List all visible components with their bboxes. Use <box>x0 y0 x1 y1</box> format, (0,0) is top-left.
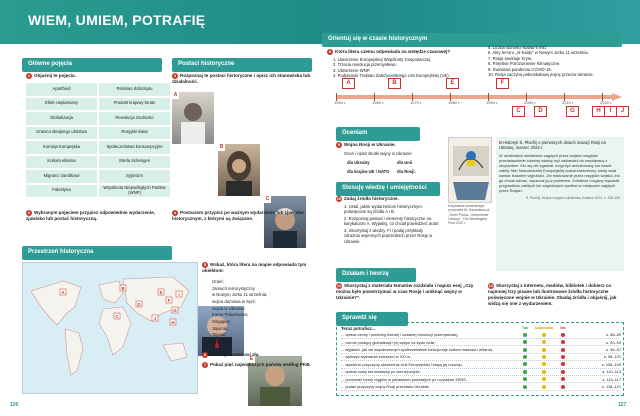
check-row-page: s. 88–89 <box>606 332 621 338</box>
task-1: 1 Objaśnij te pojęcia. <box>27 73 76 79</box>
event-item: 3. Utworzenie WNP. <box>333 67 371 73</box>
orient-tab: Orientuj się w czasie historycznym <box>322 33 622 47</box>
concept-term: Produkt krajowy brutto <box>99 98 170 111</box>
self-check-dot[interactable] <box>523 333 527 337</box>
concept-term: Migranci zarobkowi <box>26 170 97 183</box>
check-row-text: ... ocenić postępy globalizacji i jej wpływ na życie ludzi, <box>341 339 436 345</box>
self-check-dot[interactable] <box>542 362 546 366</box>
task-7: 7 Pokaż pięć największych państw według PKB. <box>203 362 311 368</box>
timeline-letter: G <box>566 106 579 117</box>
check-row-page: s. 114–117 <box>602 376 621 382</box>
check-row <box>341 354 619 361</box>
timeline-letter: I <box>604 106 617 117</box>
knowledge-item: 1. Ustal, jakim wydarzeniom historycznym poświęcone są źródła A i B. <box>344 204 422 215</box>
event-item: 4. Podpisanie Traktatu Założycielskiego Unii Europejskiej (UE). <box>333 73 450 79</box>
concept-term: Państwo dobrobytu <box>99 83 170 96</box>
map-tab: Przestrzeń historyczna <box>22 246 172 260</box>
evaluate-tab: Oceniam <box>336 127 420 141</box>
check-row-page: s. 98–101 <box>603 354 621 360</box>
page-number-right: 127 <box>618 402 627 408</box>
self-check-dot[interactable] <box>542 370 546 374</box>
timeline-letters-top <box>336 78 622 90</box>
evaluate-grid <box>344 159 442 176</box>
map-item: Izrael; <box>212 279 224 284</box>
map-letter: D <box>137 302 141 307</box>
event-item: 6. Akty terroru „Al-Kaidy” w Nowym Jorku 11 września. <box>488 50 589 56</box>
knowledge-item: 3. Skorzystaj z wiedzy. Fi i podaj przykłady zdrażnia wojennych poprzednich przez Rosję w Ukrainie. <box>344 227 433 244</box>
concepts-tab: Główne pojęcia <box>22 58 162 72</box>
concepts-grid <box>26 83 170 197</box>
map-letter: H <box>171 320 175 325</box>
map-letter: E <box>159 290 163 295</box>
self-check-dot[interactable] <box>542 348 546 352</box>
concept-term: Społeczeństwo konsumpcyjne <box>99 141 170 154</box>
map-letter: B <box>121 286 125 291</box>
check-row <box>341 361 619 368</box>
map-item: Singapur; <box>212 318 231 324</box>
check-row-page: s. 106–109 <box>601 361 621 367</box>
source-b-ref: S. Płochij, Wojna rosyjsko-ukraińska, Kraków 2024, s. 158-159. <box>525 195 621 200</box>
timeline-letter: E <box>446 78 459 89</box>
knowledge-tab: Stosuję wiedzę i umiejętności <box>336 182 440 196</box>
event-item: 9. Światowa pandemia COVID-19. <box>488 66 552 72</box>
knowledge-items <box>344 204 440 245</box>
timeline-year: 2000 r. <box>524 100 537 105</box>
concept-term: Granica skrajnego ubóstwa <box>26 127 97 140</box>
self-check-dot[interactable] <box>561 362 565 366</box>
pill-russia: dla Rosji. <box>394 168 442 175</box>
timeline-year: 1950 r. <box>334 100 347 105</box>
self-check-dot[interactable] <box>561 340 565 344</box>
pill-eu: dla Unii <box>394 159 442 166</box>
check-tab: Sprawdź się <box>336 312 408 326</box>
timeline-letter: J <box>616 106 629 117</box>
self-check-dot[interactable] <box>523 370 527 374</box>
map-letter: I <box>178 292 180 297</box>
check-row <box>341 376 619 383</box>
self-check-dot[interactable] <box>561 355 565 359</box>
event-item: 7. Rosja anektuje Krym. <box>488 55 533 61</box>
timeline-year: 1970 r. <box>410 100 423 105</box>
cartoon-icon <box>449 138 493 204</box>
concept-term: Palestyna <box>26 185 97 198</box>
self-check-dot[interactable] <box>523 355 527 359</box>
check-rows <box>341 332 619 391</box>
concept-term: Kultura elitarna <box>26 156 97 169</box>
self-check-dot[interactable] <box>523 385 527 389</box>
photo-a: A <box>172 92 214 144</box>
source-b-box <box>496 137 624 271</box>
concept-term: Rosyjski świat <box>99 127 170 140</box>
self-check-dot[interactable] <box>561 348 565 352</box>
source-b-text: W ukraińskich siedzibach zajętych przez wojska rosyjskie przedstawiciele lokalnej władzy byli nakłaniani do współpracy z okupantem. Kto się nie zgadzał, mógł być aresztowany lub nawet zabity. Mer Nowotroickiej Europejskiej został zastrzelony, kiedy wdał zamiar bodziem wyjeździć. Złe traktowanie przez rosyjskie wojska, kto go chciał zabrać, wyrzucał ją w powietrze. Żołnierze rosyjscy wykazali przypadków zabitych lub zaginionych cywilów w miejscach zajętych przez Rosjan. <box>499 152 620 193</box>
self-check-dot[interactable] <box>561 370 565 374</box>
self-check-dot[interactable] <box>561 377 565 381</box>
timeline-letter: B <box>388 78 401 89</box>
photo-e: E <box>248 356 302 406</box>
self-check-dot[interactable] <box>542 385 546 389</box>
map-item: wojna domowa w Syrii; <box>212 298 256 304</box>
timeline-year: 2020 r. <box>600 100 613 105</box>
timeline-letter: F <box>496 78 509 89</box>
check-row-text: ... opisać nowy ład światowy po zimnej wojnie, <box>341 369 421 375</box>
map-item: Korea Południowa; <box>212 312 249 318</box>
evaluate-text: Oceń i opisz skutki wojny w Ukrainie: <box>344 151 413 156</box>
map-letter: A <box>61 290 65 295</box>
check-row-text: ... opisać cechy i przebieg trzeciej i czwartej rewolucji przemysłowej, <box>341 332 459 338</box>
task-5: 5 Wskaż, która litera na mapie odpowiada tym obiektom: <box>202 262 307 274</box>
map-item: zamach terrorystyczny <box>212 285 255 291</box>
page-title: WIEM, UMIEM, POTRAFIĘ <box>28 12 206 28</box>
event-item: 5. Liczba ludności świata 6 mld. <box>488 45 547 50</box>
check-box <box>336 322 624 396</box>
timeline-year: 1980 r. <box>448 100 461 105</box>
self-check-dot[interactable] <box>523 348 527 352</box>
timeline-letter: A <box>342 78 355 89</box>
map-letter: C <box>115 314 119 319</box>
check-row <box>341 332 619 339</box>
check-row <box>341 369 619 376</box>
events-left-list <box>333 57 483 79</box>
check-row-page: s. 110–113 <box>602 369 621 375</box>
map-item: Japonia; <box>212 325 229 331</box>
concept-term: Komisja Europejska <box>26 141 97 154</box>
action-tab: Działam i tworzę <box>336 268 416 282</box>
timeline-letter: D <box>534 106 547 117</box>
knowledge-item: 2. Rozpoznaj postaci i elementy historyczne na karykaturze A. Wyjaśnij, co chciał powiedzieć autor. <box>344 215 440 227</box>
check-row-page: s. 118–121 <box>602 384 621 390</box>
timeline-year: 1960 r. <box>372 100 385 105</box>
self-check-dot[interactable] <box>561 333 565 337</box>
map-letter: G <box>173 308 177 313</box>
page-number-left: 126 <box>10 402 19 408</box>
world-map-icon <box>23 263 199 395</box>
world-map <box>22 262 198 394</box>
task-4: 4 Postaciom przypisz po ważnym wydarzeniu lub zjawisku historycznym, z którymi są związane. <box>172 210 304 222</box>
pill-ukraine: dla Ukrainy <box>344 159 394 166</box>
self-check-dot[interactable] <box>523 340 527 344</box>
event-item: 2. Trzecia rewolucja przemysłowa. <box>333 62 397 68</box>
map-item: Hongkong. <box>212 338 233 344</box>
timeline-letters-bottom <box>336 106 625 118</box>
map-items-list <box>212 279 312 346</box>
portrait-c-icon <box>264 196 306 248</box>
task-12: 12 Skorzystaj z internetu, mediów, bibliotek i dobierz co najmniej trzy pisane lub ilustrowane źródła historyczne poświęcone wojnie w Ukrainie. Zbadaj źródła i objaśnij, jak widzą się one z wydarzeniem. <box>488 283 617 306</box>
figures-tab: Postaci historyczne <box>172 58 312 72</box>
portrait-a-icon <box>172 92 214 144</box>
source-b-title: B Historyk S. Płochij o pierwszych dniach inwazji Rosji na Ukrainę, marzec 2022 r. <box>499 140 606 151</box>
concept-term: Syjonizm <box>99 170 170 183</box>
task-9: 9 Wojna Rosji w Ukrainie. <box>337 142 396 148</box>
timeline-letter: H <box>592 106 605 117</box>
map-item: wojna w Ukrainie; <box>212 305 246 311</box>
concept-term: Rewolucja Godności <box>99 112 170 125</box>
task-3: 3 Rozpoznaj te postaci historyczne i opisz ich stanowiska lub działalność. <box>172 73 311 85</box>
task-number: 1 <box>27 73 31 78</box>
check-row-page: s. 96–97 <box>606 347 621 353</box>
map-letter: J <box>153 316 157 321</box>
self-check-dot[interactable] <box>561 385 565 389</box>
concept-term: Strefa Schengen <box>99 156 170 169</box>
photo-c: C <box>264 196 306 248</box>
photo-b: B <box>218 144 260 196</box>
self-check-dot[interactable] <box>523 362 527 366</box>
check-row-text: ... porównać formy ciągłów w państwach powstałych po rozpadzie ZSRS, <box>341 376 467 382</box>
check-row <box>341 346 619 353</box>
portrait-b-icon <box>218 144 260 196</box>
check-row-text: ... wymienić przyczyny utworzenia Unii Europejskiej i etapy jej rozwoju, <box>341 361 463 367</box>
check-row-text: ... podać przyczyny wojny Rosji przeciwko Ukrainie. <box>341 384 430 390</box>
map-item: w Nowym Jorku 11 września; <box>212 292 268 298</box>
task-6: 6 Pokaż państwa osi zła. <box>203 352 260 358</box>
timeline-letter: C <box>512 106 525 117</box>
cartoon-caption: Karykatura ukraińskiego rysownika W. Kazaniewa pt. „Trzeci Porisz. Ostrzeżenie Ukrainy”. The Washington Post 2022 r. <box>448 204 491 226</box>
self-check-dot[interactable] <box>542 355 546 359</box>
self-check-dot[interactable] <box>542 340 546 344</box>
check-row <box>341 339 619 346</box>
self-check-dot[interactable] <box>523 377 527 381</box>
check-row-page: s. 90–94 <box>606 339 621 345</box>
task-11: 11 Skorzystaj z materiału tematów rozdziału i napisz esej „Czy można było powstrzymać w czas Rosję i uniknąć wojny w Ukrainie?”. <box>336 283 474 300</box>
event-item: 1. Utworzenie Europejskiej Wspólnoty Gospodarczej. <box>333 57 432 62</box>
self-check-dot[interactable] <box>542 333 546 337</box>
concept-term: Apartheid <box>26 83 97 96</box>
check-row-text: ... wyjaśnić, jak we współczesnym społeczeństwie funkcjonuje kultura masowa i elitarna, <box>341 347 494 353</box>
cartoon-image <box>448 137 492 203</box>
event-item: 10. Rosja zaczyna pełnoskalową wojnę przeciw Ukrainie. <box>488 71 594 77</box>
concept-term: Wspólnota Niepodległych Państw (WNP) <box>99 185 170 198</box>
task-8: 8 Która litera czemu odpowiada na wstędze czasowej? <box>328 49 451 55</box>
timeline-year: 2010 r. <box>562 100 575 105</box>
check-row-text: ... wyliczyć wyzwania ludzkości w XXI w., <box>341 354 412 360</box>
concept-term: Efekt cieplarniany <box>26 98 97 111</box>
check-row <box>341 383 619 390</box>
event-item: 8. Paryskie Porozumienie Klimatyczne. <box>488 61 561 67</box>
map-item: Tajwan; <box>212 332 227 338</box>
task-2: 2 Wybranym pojęciem przypisz odpowiednie wydarzenie, zjawisko lub postać historyczną. <box>26 210 155 222</box>
concept-term: Globalizacja <box>26 112 97 125</box>
self-check-dot[interactable] <box>542 377 546 381</box>
events-right-list <box>488 45 623 77</box>
task-10: 10 Zadaj źródła historyczne. <box>336 196 399 202</box>
timeline-year: 1990 r. <box>486 100 499 105</box>
check-header: Teraz potrafisz... Tak Częściowo Nie <box>341 326 566 331</box>
pill-nato: dla krajów UE i NATO <box>344 168 394 175</box>
map-letter: F <box>167 298 171 303</box>
